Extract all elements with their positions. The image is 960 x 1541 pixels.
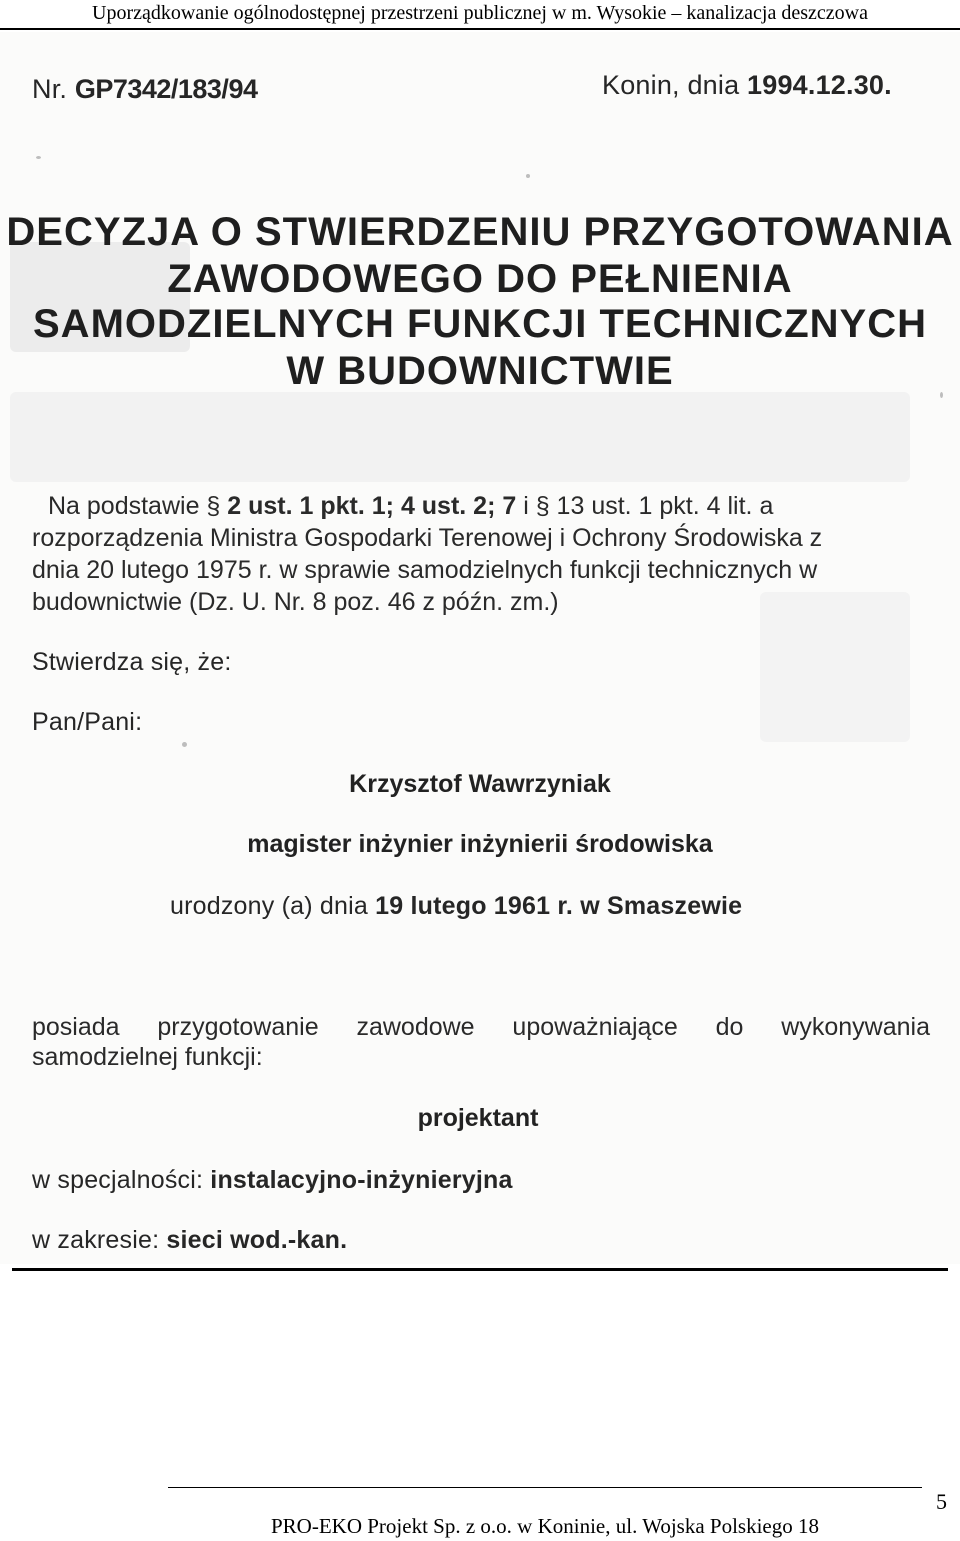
document-date-value: 1994.12.30. [747,70,892,100]
qualification-line-1 [32,1012,930,1042]
specialty-label: w specjalności: [32,1166,204,1194]
document-number-label: Nr. [32,74,68,104]
qualification-line-2: samodzielnej funkcji: [32,1043,263,1071]
scope-label: w zakresie: [32,1226,160,1254]
word: wykonywania [781,1013,930,1041]
legal-basis-line-1 [32,490,912,522]
legal-basis-prefix: Na podstawie § [48,492,228,520]
decision-title-line-4: W BUDOWNICTWIE [286,349,674,393]
document-date [602,70,892,101]
word: upoważniające [512,1013,678,1041]
legal-basis-articles: 2 ust. 1 pkt. 1; 4 ust. 2; 7 [227,492,517,520]
legal-basis-line-2: rozporządzenia Ministra Gospodarki Terenowej i Ochrony Środowiska z [32,524,823,552]
scan-bottom-rule [12,1268,948,1271]
scan-speck [182,742,187,747]
footer-company: PRO-EKO Projekt Sp. z o.o. w Koninie, ul. Wojska Polskiego 18 [271,1514,819,1538]
document-number [32,74,257,105]
legal-basis-line-3: dnia 20 lutego 1975 r. w sprawie samodzielnych funkcji technicznych w [32,556,818,584]
footer-rule [168,1487,922,1488]
running-header: Uporządkowanie ogólnodostępnej przestrzeni publicznej w m. Wysokie – kanalizacja deszczowa [92,2,868,24]
legal-basis [32,490,912,618]
document-date-label: Konin, dnia [602,70,740,100]
scope-value: sieci wod.-kan. [166,1226,348,1254]
academic-degree: magister inżynier inżynierii środowiska [247,830,713,858]
page-number: 5 [936,1489,947,1514]
scanned-decision-document [0,32,960,1264]
statement: Stwierdza się, że: [32,648,232,676]
word: przygotowanie [157,1013,319,1041]
addressee-label: Pan/Pani: [32,708,143,736]
scan-smudge [10,392,910,482]
decision-title-line-3: SAMODZIELNYCH FUNKCJI TECHNICZNYCH [33,302,927,346]
function-name: projektant [417,1104,539,1132]
scan-speck [36,156,41,159]
specialty-value: instalacyjno-inżynieryjna [210,1166,513,1194]
word: posiada [32,1013,120,1041]
specialty [32,1166,513,1195]
person-name: Krzysztof Wawrzyniak [349,770,611,798]
birth-label: urodzony (a) dnia [170,892,368,920]
scan-speck [526,174,530,178]
legal-basis-suffix: i § 13 ust. 1 pkt. 4 lit. a [516,492,774,520]
word: do [715,1013,744,1041]
document-number-value: GP7342/183/94 [74,74,258,104]
qualification-statement [32,1012,930,1072]
scope [32,1226,347,1255]
word: zawodowe [356,1013,475,1041]
birth-value: 19 lutego 1961 r. w Smaszewie [375,892,743,920]
birth-info [170,892,742,921]
decision-title-line-1: DECYZJA O STWIERDZENIU PRZYGOTOWANIA [6,210,954,254]
header-rule [0,28,960,30]
legal-basis-line-4: budownictwie (Dz. U. Nr. 8 poz. 46 z późn. zm.) [32,588,559,616]
decision-title-line-2: ZAWODOWEGO DO PEŁNIENIA [167,257,793,301]
